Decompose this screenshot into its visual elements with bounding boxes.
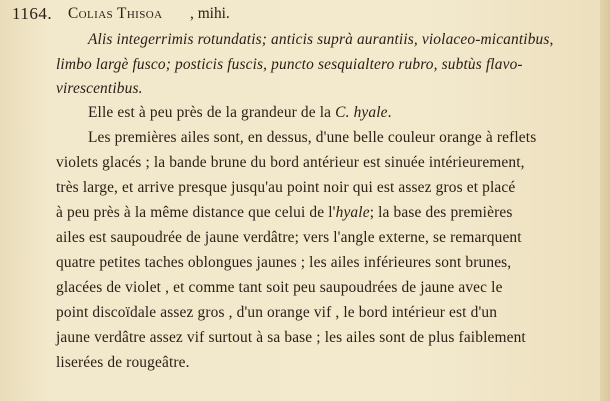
page-edge — [600, 0, 610, 401]
french-line-7: glacées de violet , et comme tant soit peu saupoudrées de jaune avec le — [56, 279, 503, 296]
intro-species: C. hyale — [335, 104, 388, 121]
french-line-5: ailes est saupoudrée de jaune verdâtre; vers l'angle externe, se remarquent — [56, 229, 522, 246]
french-line-3: très large, et arrive presque jusqu'au point noir qui est assez gros et placé — [56, 179, 516, 196]
french-line-2: violets glacés ; la bande brune du bord antérieur est sinuée intérieurement, — [56, 154, 525, 171]
latin-line-3: virescentibus. — [56, 80, 143, 97]
latin-line-1: Alis integerrimis rotundatis; anticis suprà aurantiis, violaceo-micantibus, — [88, 31, 554, 48]
species-name: Colias Thisoa — [68, 5, 163, 22]
french-line-1: Les premières ailes sont, en dessus, d'une belle couleur orange à reflets — [88, 129, 537, 146]
french-line-9: jaune verdâtre assez vif surtout à sa base ; les ailes sont de plus faiblement — [56, 329, 526, 346]
french-intro — [88, 103, 392, 123]
line-hyale-before: à peu près à la même distance que celui de l' — [56, 204, 336, 221]
intro-text-after: . — [387, 104, 392, 121]
entry-number: 1164. — [12, 4, 53, 23]
latin-line-2: limbo largè fusco; posticis fuscis, puncto sesquialtero rubro, subtùs flavo- — [56, 56, 523, 73]
line-hyale-species: hyale — [335, 204, 370, 221]
french-line-6: quatre petites taches oblongues jaunes ; les ailes inférieures sont brunes, — [56, 254, 512, 271]
french-line-8: point discoïdale assez gros , d'un orange vif , le bord intérieur est d'un — [56, 304, 498, 321]
intro-text-before: Elle est à peu près de la grandeur de la — [88, 104, 336, 121]
line-hyale-after: ; la base des premières — [369, 204, 513, 221]
french-line-4 — [56, 203, 512, 223]
french-line-10: liserées de rougeâtre. — [56, 354, 190, 371]
species-author: , mihi. — [190, 5, 230, 22]
